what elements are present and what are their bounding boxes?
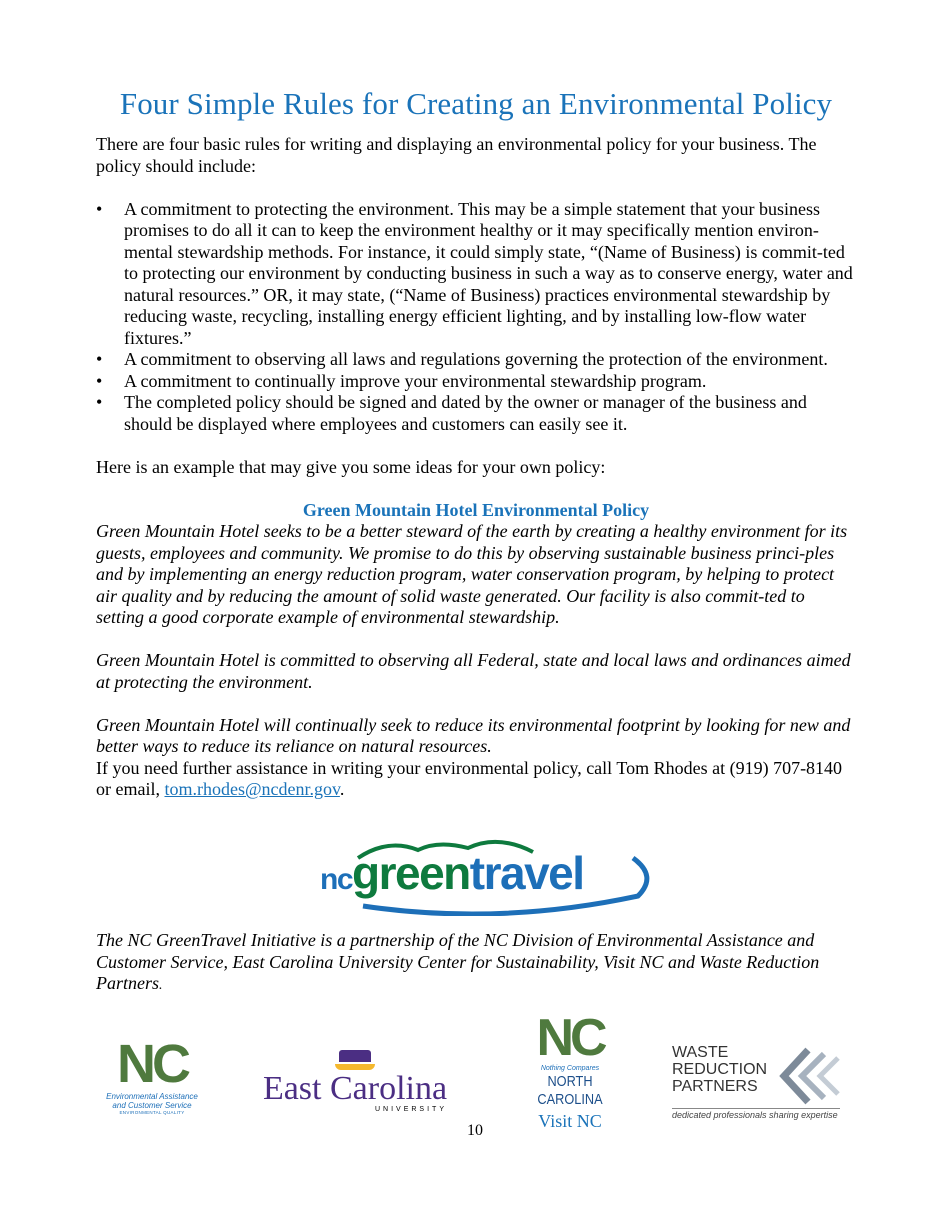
example-intro: Here is an example that may give you some ideas for your own policy: [96, 456, 606, 477]
policy-title: Green Mountain Hotel Environmental Policy [302, 499, 650, 520]
logo-wordmark [320, 846, 584, 900]
rule-item: • The completed policy should be signed and dated by the owner or manager of the business and should be displayed where employees and customers can easily see it. [96, 392, 856, 435]
intro-text: There are four basic rules for writing and displaying an environmental policy for your business. The policy should include: [96, 134, 817, 176]
wrp-line3: PARTNERS [672, 1078, 758, 1095]
contact-end: . [339, 779, 345, 799]
contact-text [96, 758, 856, 801]
deacs-line3: ENVIRONMENTAL QUALITY [119, 1110, 185, 1115]
ecu-mark-gold [335, 1064, 375, 1070]
ecu-sub: UNIVERSITY [374, 1106, 447, 1113]
partnership-text [96, 930, 856, 997]
wrp-line2: REDUCTION [672, 1061, 768, 1078]
ecu-mark-purple [339, 1050, 371, 1062]
visitnc-tagline: Nothing Compares [540, 1065, 600, 1072]
policy-paragraph: Green Mountain Hotel seeks to be a better steward of the earth by creating a healthy environment for its guests, employees and community. We promise to do this by observing sustainable business princi-ples and by implementing an energy reduction program, water conservation program, by helping to protect air quality and by reducing the amount of solid waste generated. Our facility is also commit-ted to setting a good corporate example of environmental stewardship. [96, 521, 848, 627]
partnership-end: . [159, 978, 163, 993]
visitnc-label: Visit NC [538, 1111, 602, 1131]
policy-paragraph: Green Mountain Hotel is committed to observing all Federal, state and local laws and ordinances aimed at protecting the environment. [96, 650, 851, 692]
logo-green-text: green [352, 847, 470, 899]
ecu-name: East Carolina [262, 1070, 448, 1107]
ecu-pirate-mark [335, 1050, 375, 1072]
deacs-logo [100, 1036, 204, 1122]
rules-list [96, 199, 856, 436]
logo-travel-text: travel [469, 847, 584, 899]
page-number: 10 [467, 1122, 483, 1139]
rule-item: • A commitment to protecting the environment. This may be a simple statement that your business promises to do all it can to keep the environment healthy or it may specifically mention environ-mental stewardship methods. For instance, it could simply state, “(Name of Business) is commit-ted to protecting our environment by conducting business in such a way as to conserve energy, water and natural resources.” OR, it may state, (“Name of Business) practices environmental stewardship by reducing waste, recycling, installing energy efficient lighting, and by installing low-flow water fixtures.” [96, 199, 856, 350]
page-title: Four Simple Rules for Creating an Environmental Policy [119, 86, 833, 121]
ncgreentravel-logo [318, 836, 658, 916]
wrp-chevron-icon [778, 1044, 842, 1108]
visitnc-logo [506, 1009, 634, 1131]
deacs-line2: and Customer Service [112, 1101, 192, 1110]
rule-item: • A commitment to observing all laws and regulations governing the protection of the environment. [96, 349, 856, 371]
policy-paragraph: Green Mountain Hotel will continually seek to reduce its environmental footprint by looking for new and better ways to reduce its reliance on natural resources. [96, 714, 851, 756]
contact-body: If you need further assistance in writing your environmental policy, call Tom Rhodes at (919) 707-8140 or email, [96, 757, 843, 799]
rule-item: • A commitment to continually improve your environmental stewardship program. [96, 371, 856, 393]
logo-nc-text: nc [320, 863, 353, 896]
deacs-line1: Environmental Assistance [106, 1092, 198, 1101]
wrp-tagline: dedicated professionals sharing expertise [672, 1108, 840, 1120]
ecu-logo [255, 1050, 455, 1122]
deacs-nc-mark: NC [117, 1034, 187, 1094]
wrp-line1: WASTE [672, 1044, 729, 1061]
partnership-body: The NC GreenTravel Initiative is a partnership of the NC Division of Environmental Assistance and Customer Service, East Carolina University Center for Sustainability, Visit NC and Waste Reduction Partners [96, 930, 820, 993]
visitnc-nc-mark: NC [536, 1009, 604, 1067]
page-content [96, 86, 856, 801]
email-link[interactable]: tom.rhodes@ncdenr.gov [164, 779, 340, 799]
wrp-logo [672, 1044, 842, 1122]
visitnc-state: NORTH CAROLINA [537, 1073, 603, 1108]
